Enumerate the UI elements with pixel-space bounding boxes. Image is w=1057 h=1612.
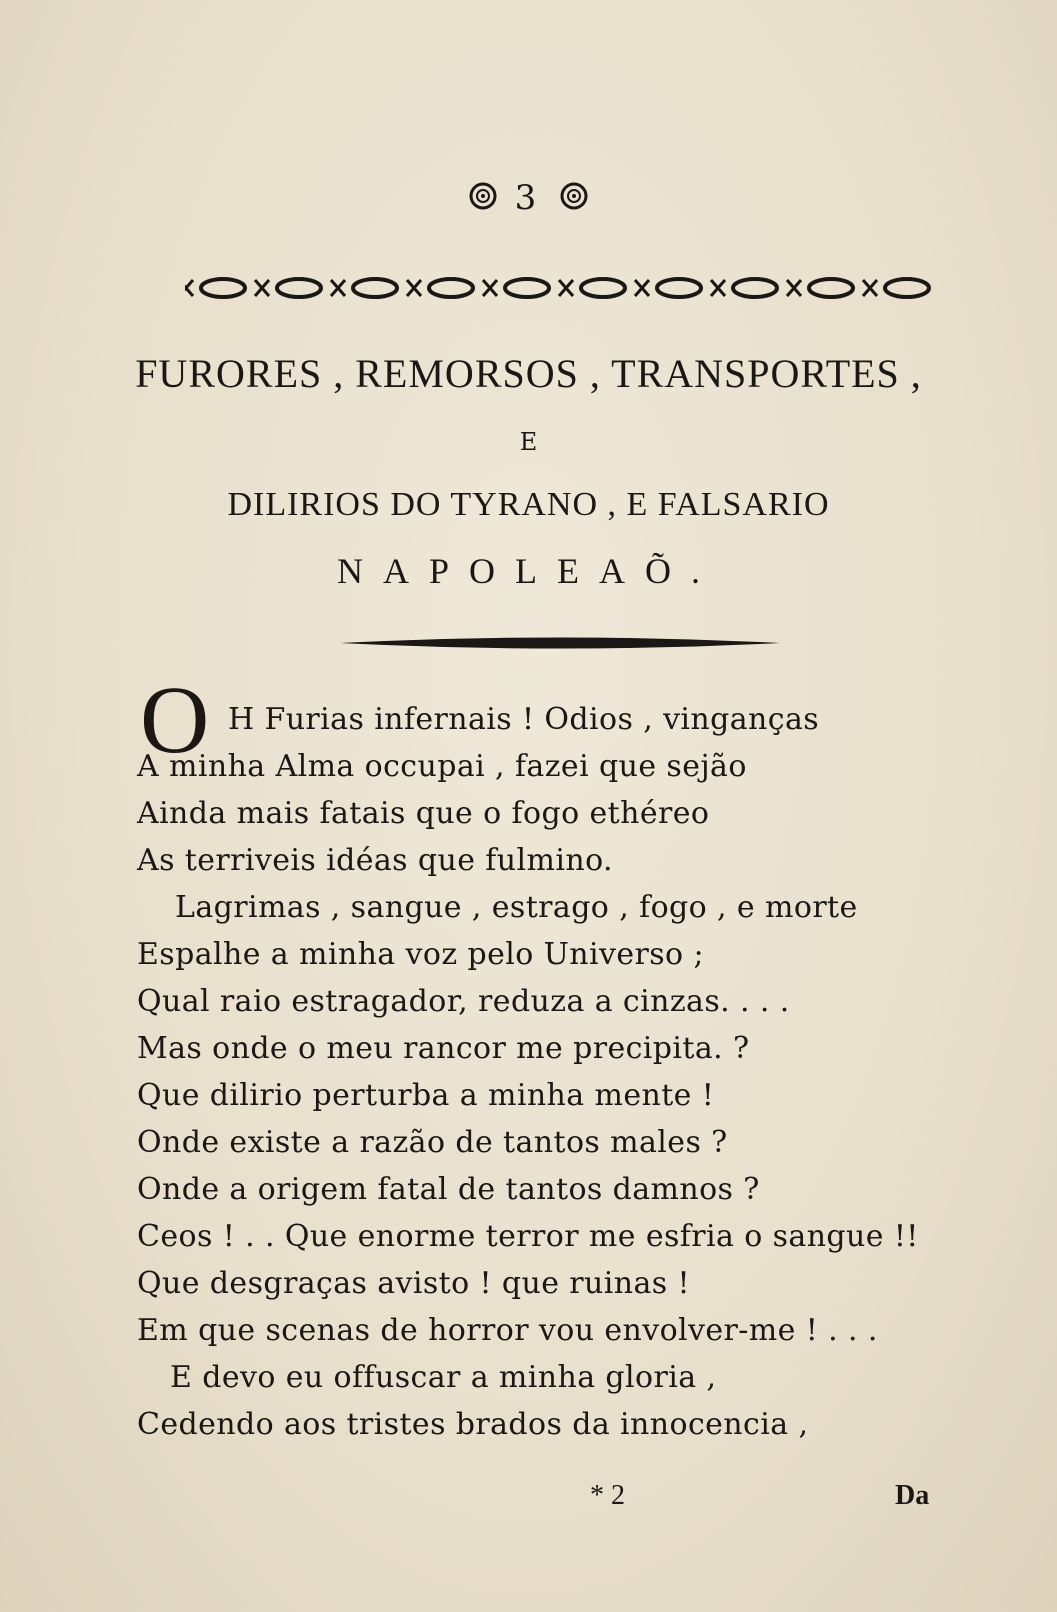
title-line-4: NAPOLEAÕ. — [337, 551, 720, 591]
chain-cross — [559, 280, 573, 296]
verse-line-3: Ainda mais fatais que o fogo ethéreo — [137, 796, 710, 831]
chain-link — [657, 279, 701, 297]
chain-cross — [331, 280, 345, 296]
tapered-rule — [340, 636, 780, 650]
verse-line-6: Espalhe a minha voz pelo Universo ; — [137, 937, 704, 972]
catchword: Da — [895, 1480, 930, 1511]
verse-line-9: Que dilirio perturba a minha mente ! — [137, 1078, 715, 1113]
drop-cap: O — [140, 666, 210, 773]
verse-line-12: Ceos ! . . Que enorme terror me esfria o sangue !! — [137, 1219, 919, 1254]
verse-line-2: A minha Alma occupai , fazei que sejão — [137, 749, 747, 784]
signature-mark: * 2 — [590, 1480, 625, 1511]
rosette-right-icon — [559, 180, 589, 220]
chain-link — [809, 279, 853, 297]
verse-line-16: Cedendo aos tristes brados da innocencia , — [137, 1407, 809, 1442]
title-line-1: FURORES , REMORSOS , TRANSPORTES , — [135, 351, 922, 396]
chain-link — [885, 279, 929, 297]
chain-cross — [863, 280, 877, 296]
verse-line-13: Que desgraças avisto ! que ruinas ! — [137, 1266, 690, 1301]
verse-line-4: As terriveis idéas que fulmino. — [137, 843, 613, 878]
verse-line-10: Onde existe a razão de tantos males ? — [137, 1125, 728, 1160]
verse-line-14: Em que scenas de horror vou envolver-me ! . . . — [137, 1313, 878, 1348]
verse-line-11: Onde a origem fatal de tantos damnos ? — [137, 1172, 760, 1207]
chain-cross — [483, 280, 497, 296]
verse-line-7: Qual raio estragador, reduza a cinzas. . . . — [137, 984, 790, 1019]
rosette-left-icon — [468, 180, 498, 220]
verse-line-8: Mas onde o meu rancor me precipita. ? — [137, 1031, 750, 1066]
chain-cross — [635, 280, 649, 296]
verse-line-1: H Furias infernais ! Odios , vinganças — [228, 702, 820, 737]
chain-link — [429, 279, 473, 297]
title-line-2: E — [519, 428, 538, 456]
chain-link — [201, 279, 245, 297]
title-line-3: DILIRIOS DO TYRANO , E FALSARIO — [227, 486, 830, 523]
verse-line-5: Lagrimas , sangue , estrago , fogo , e morte — [175, 890, 858, 925]
verse-line-15: E devo eu offuscar a minha gloria , — [170, 1360, 717, 1395]
chain-cross — [255, 280, 269, 296]
chain-cross — [787, 280, 801, 296]
page-header — [0, 178, 1057, 220]
page-number: 3 — [514, 178, 543, 218]
chain-link — [581, 279, 625, 297]
chain-link — [505, 279, 549, 297]
chain-cross — [711, 280, 725, 296]
chain-link — [277, 279, 321, 297]
chain-cross — [407, 280, 421, 296]
chain-link — [733, 279, 777, 297]
chain-border-ornament — [185, 270, 945, 306]
chain-cross — [185, 280, 193, 296]
chain-link — [353, 279, 397, 297]
